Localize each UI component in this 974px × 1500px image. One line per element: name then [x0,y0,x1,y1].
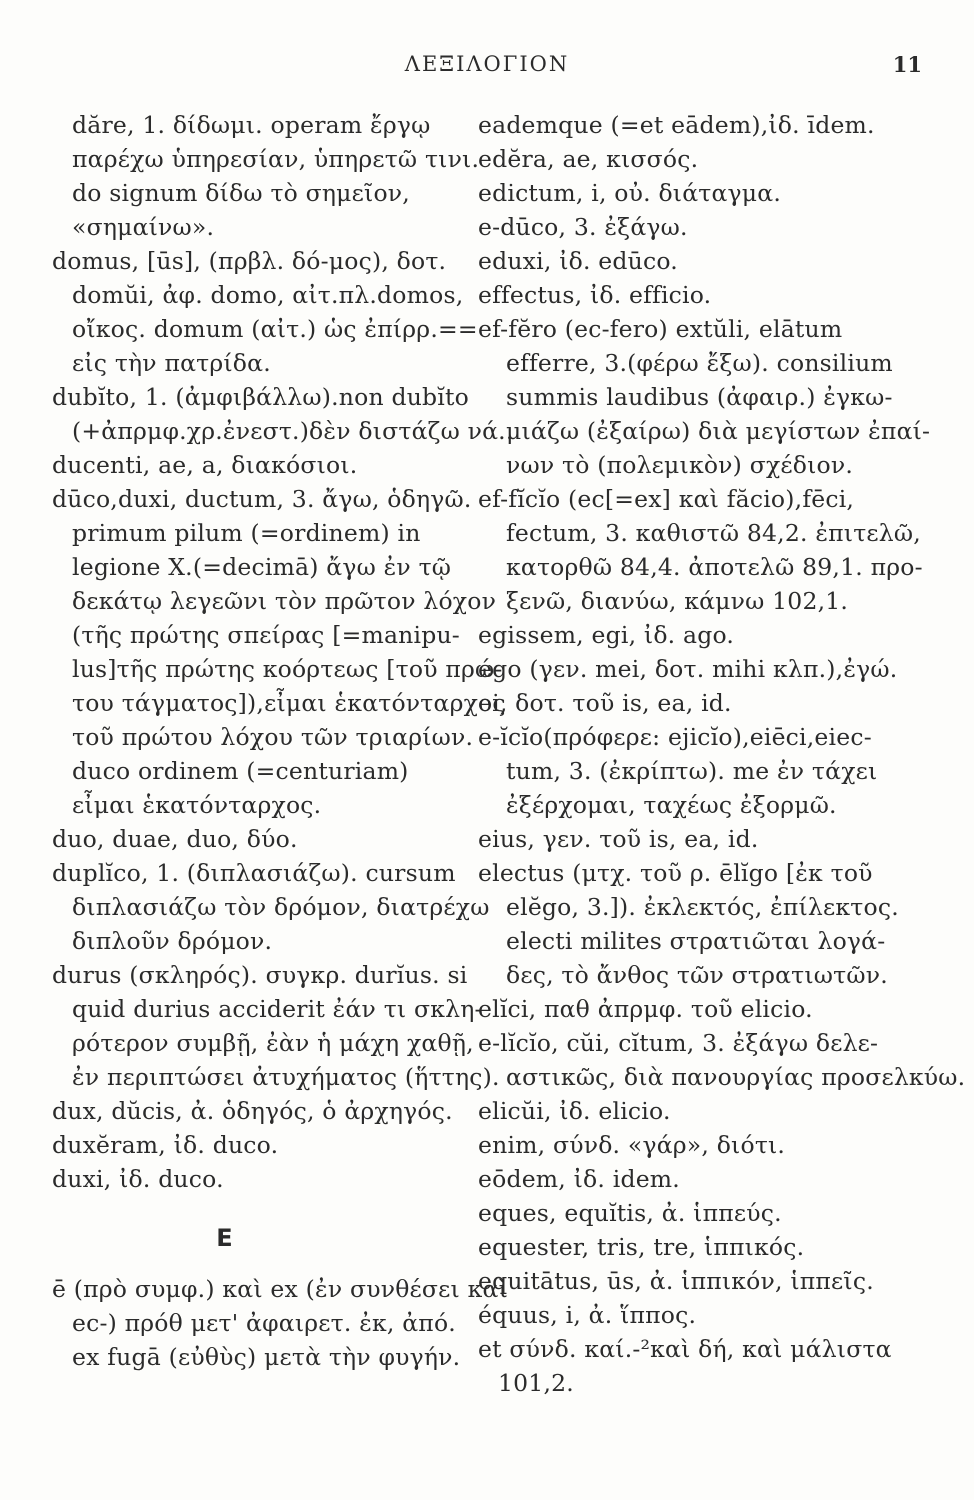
dictionary-line: dăre, 1. δίδωμι. operam ἔργῳ [72,111,431,139]
page-header [0,52,974,82]
dictionary-line: durus (σκληρός). συγκρ. durĭus. si [52,961,468,989]
dictionary-line: do signum δίδω τὸ σημεῖον, [72,179,410,207]
left-entries [52,108,514,1196]
dictionary-line: dubĭto, 1. (ἀμφιβάλλω).non dubĭto [52,383,470,411]
dictionary-line: eduxi, ἰδ. edūco. [478,247,678,275]
dictionary-line: domus, [ūs], (πρβλ. δό-μος), δοτ. [52,247,447,275]
dictionary-line: «σημαίνω». [72,213,215,241]
dictionary-line: electus (μτχ. τοῦ ρ. ēlĭgo [ἐκ τοῦ [478,859,873,887]
dictionary-line: ἐξέρχομαι, ταχέως ἐξορμῶ. [506,791,837,819]
dictionary-line: lus]τῆς πρώτης κοόρτεως [τοῦ πρώ- [72,655,503,683]
dictionary-line: ἐν περιπτώσει ἀτυχήματος (ἥττης). [72,1063,500,1091]
dictionary-line: ei, δοτ. τοῦ is, ea, id. [478,689,732,717]
dictionary-line: e-ĭcĭo(πρόφερε: ejicĭo),eiēci,eiec- [478,723,872,751]
dictionary-line: effectus, ἰδ. efficio. [478,281,712,309]
dictionary-line: διπλοῦν δρόμον. [72,927,273,955]
dictionary-line: edictum, i, οὐ. διάταγμα. [478,179,782,207]
dictionary-line: εἶμαι ἑκατόνταρχος. [72,791,322,819]
dictionary-line: μιάζω (ἐξαίρω) διὰ μεγίστων ἐπαί- [506,417,931,445]
dictionary-line: eōdem, ἰδ. idem. [478,1165,680,1193]
dictionary-line: duco ordinem (=centuriam) [72,757,409,785]
dictionary-line: (τῆς πρώτης σπείρας [=manipu- [72,621,460,649]
dictionary-line: dūco,duxi, ductum, 3. ἄγω, ὁδηγῶ. [52,485,472,513]
right-entries [478,108,966,1400]
dictionary-line: elĕgo, 3.]). ἐκλεκτός, ἐπίλεκτος. [506,893,899,921]
dictionary-line: ec-) πρόθ μετ' ἀφαιρετ. ἐκ, ἀπό. [72,1309,456,1337]
dictionary-line: νων τὸ (πολεμικὸν) σχέδιον. [506,451,854,479]
dictionary-line: eques, equĭtis, ἀ. ἱππεύς. [478,1199,782,1227]
dictionary-line: fectum, 3. καθιστῶ 84,2. ἐπιτελῶ, [506,519,921,547]
dictionary-line: ef-fĭcĭo (ec[=ex] καὶ făcio),fēci, [478,485,855,513]
dictionary-line: δες, τὸ ἄνθος τῶν στρατιωτῶν. [506,961,888,989]
section-letter: E [216,1224,233,1252]
dictionary-line: οἴκος. domum (αἰτ.) ὡς ἐπίρρ.== [72,315,478,343]
dictionary-line: duo, duae, duo, δύο. [52,825,298,853]
dictionary-line: ducenti, ae, a, διακόσιοι. [52,451,358,479]
dictionary-line: elĭci, παθ ἀπρμφ. τοῦ elicio. [478,995,813,1023]
right-column [478,108,966,1400]
dictionary-line: efferre, 3.(φέρω ἔξω). consilium [506,349,893,377]
dictionary-line: ef-fĕro (ec-fero) extŭli, elātum [478,315,843,343]
dictionary-line: κατορθῶ 84,4. ἀποτελῶ 89,1. προ- [506,553,923,581]
dictionary-line: 101,2. [498,1369,574,1397]
dictionary-line: quid durius acciderit ἐάν τι σκλη- [72,995,483,1023]
dictionary-line: ex fugā (εὐθὺς) μετὰ τὴν φυγήν. [72,1343,461,1371]
dictionary-line: duplĭco, 1. (διπλασιάζω). cursum [52,859,456,887]
dictionary-line: εἰς τὴν πατρίδα. [72,349,271,377]
dictionary-line: του τάγματος]),εἶμαι ἑκατόνταρχος [72,689,506,717]
dictionary-line: domŭi, ἀφ. domo, αἰτ.πλ.domos, [72,281,464,309]
dictionary-line: et σύνδ. καί.-²καὶ δή, καὶ μάλιστα [478,1335,892,1363]
dictionary-line: ρότερον συμβῇ, ἐὰν ἡ μάχη χαθῇ, [72,1029,474,1057]
dictionary-line: αστικῶς, διὰ πανουργίας προσελκύω. [506,1063,966,1091]
dictionary-line: enim, σύνδ. «γάρ», διότι. [478,1131,786,1159]
dictionary-line: egissem, egi, ἰδ. ago. [478,621,735,649]
dictionary-line: dux, dŭcis, ἀ. ὁδηγός, ὁ ἀρχηγός. [52,1097,453,1125]
dictionary-line: duxĕram, ἰδ. duco. [52,1131,279,1159]
running-head: ΛΕΞΙΛΟΓΙΟΝ [404,52,570,76]
dictionary-line: electi milites στρατιῶται λογά- [506,927,886,955]
dictionary-line: ego (γεν. mei, δοτ. mihi κλπ.),ἐγώ. [478,655,898,683]
dictionary-line: tum, 3. (ἐκρίπτω). me ἐν τάχει [506,757,878,785]
dictionary-line: legione X.(=decimā) ἄγω ἐν τῷ [72,553,452,581]
dictionary-line: e-lĭcĭo, cŭi, cĭtum, 3. ἐξάγω δελε- [478,1029,879,1057]
dictionary-line: δεκάτῳ λεγεῶνι τὸν πρῶτον λόχον [72,587,497,615]
dictionary-line: διπλασιάζω τὸν δρόμον, διατρέχω [72,893,490,921]
dictionary-line: e-dūco, 3. ἐξάγω. [478,213,688,241]
dictionary-line: elicŭi, ἰδ. elicio. [478,1097,671,1125]
page-number: 11 [892,52,922,77]
dictionary-line: (+ἀπρμφ.χρ.ἐνεστ.)δὲν διστάζω νά.. [72,417,514,445]
left-column [52,108,514,1374]
dictionary-line: eademque (=et eādem),ἰδ. īdem. [478,111,875,139]
dictionary-line: τοῦ πρώτου λόχου τῶν τριαρίων. [72,723,474,751]
dictionary-line: summis laudibus (ἀφαιρ.) ἐγκω- [506,383,893,411]
dictionary-line: ē (πρὸ συμφ.) καὶ ex (ἐν συνθέσει καὶ [52,1275,508,1303]
dictionary-line: primum pilum (=ordinem) in [72,519,421,547]
dictionary-line: duxi, ἰδ. duco. [52,1165,224,1193]
left-entries-after [52,1272,508,1374]
dictionary-line: equitātus, ūs, ἀ. ἱππικόν, ἱππεῖς. [478,1267,874,1295]
dictionary-line: equester, tris, tre, ἱππικός. [478,1233,805,1261]
dictionary-line: eius, γεν. τοῦ is, ea, id. [478,825,759,853]
dictionary-line: παρέχω ὑπηρεσίαν, ὑπηρετῶ τινι. [72,145,480,173]
dictionary-line: équus, i, ἀ. ἵππος. [478,1301,697,1329]
dictionary-line: ξενῶ, διανύω, κάμνω 102,1. [506,587,849,615]
dictionary-line: edĕra, ae, κισσός. [478,145,699,173]
